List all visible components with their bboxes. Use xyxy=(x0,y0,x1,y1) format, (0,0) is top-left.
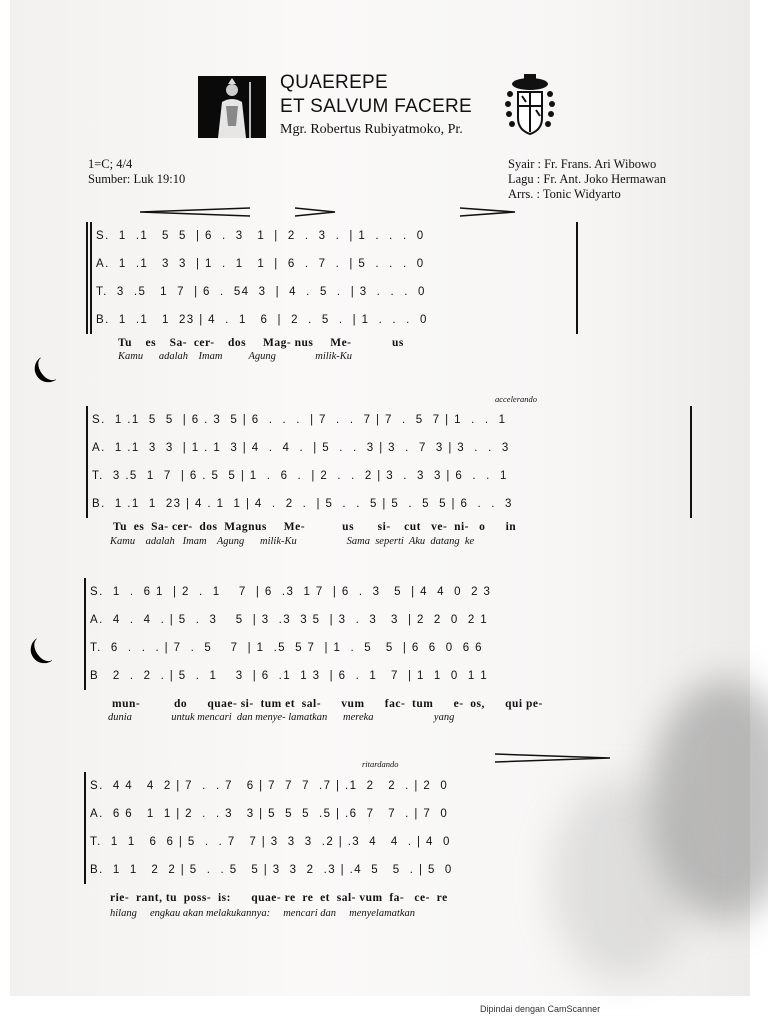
tenor-line: T. 3 .5 1 7 | 6 . 5 5 | 1 . 6 . | 2 . . 2 | 3 . 3 3 | 6 . . 1 xyxy=(92,470,508,482)
system-3 xyxy=(80,578,692,690)
lyrics-latin: Tu es Sa- cer- dos Mag- nus Me- us xyxy=(118,337,404,349)
soprano-line: S. 1 . 6 1 | 2 . 1 7 | 6 .3 1 7 | 6 . 3 5 | 4 4 0 2 3 xyxy=(90,586,492,598)
tenor-line: T. 6 . . . | 7 . 5 7 | 1 .5 5 7 | 1 . 5 5 | 6 6 0 6 6 xyxy=(90,642,483,654)
alto-line: A. 6 6 1 1 | 2 . . 3 3 | 5 5 5 .5 | .6 7 7 . | 7 0 xyxy=(90,808,449,820)
bass-line: B. 1 .1 1 23 | 4 . 1 6 | 2 . 5 . | 1 . . . 0 xyxy=(96,314,428,326)
alto-line: A. 4 . 4 . | 5 . 3 5 | 3 .3 3 5 | 3 . 3 3 | 2 2 0 2 1 xyxy=(90,614,489,626)
dynamics-marks xyxy=(135,204,655,220)
system-barline xyxy=(690,406,692,518)
bass-line: B. 1 1 2 2 | 5 . . 5 5 | 3 3 2 .3 | .4 5 5 . | 5 0 xyxy=(90,864,453,876)
punch-hole-mark: ❨ xyxy=(22,350,63,395)
tempo-marking: accelerando xyxy=(495,394,538,404)
lyrics-latin: rie- rant, tu poss- is: quae- re re et sal- vum fa- ce- re xyxy=(110,892,448,904)
tenor-line: T. 3 .5 1 7 | 6 . 54 3 | 4 . 5 . | 3 . . . 0 xyxy=(96,286,426,298)
bass-line: B 2 . 2 . | 5 . 1 3 | 6 .1 1 3 | 6 . 1 7 | 1 1 0 1 1 xyxy=(90,670,489,682)
system-barline xyxy=(86,222,88,334)
soprano-line: S. 1 .1 5 5 | 6 . 3 1 | 2 . 3 . | 1 . . . 0 xyxy=(96,230,425,242)
source-reference: Sumber: Luk 19:10 xyxy=(88,172,186,186)
system-barline xyxy=(84,578,86,690)
soprano-line: S. 4 4 4 2 | 7 . . 7 6 | 7 7 7 .7 | .1 2 2 . | 2 0 xyxy=(90,780,449,792)
music-sheet xyxy=(10,0,750,996)
episcopal-crest-icon xyxy=(502,70,558,142)
lyrics-latin: Tu es Sa- cer- dos Magnus Me- us si- cut ve- ni- o in xyxy=(113,521,517,533)
tenor-line: T. 1 1 6 6 | 5 . . 7 7 | 3 3 3 .2 | .3 4 4 . | 4 0 xyxy=(90,836,451,848)
system-barline xyxy=(90,222,92,334)
soprano-line: S. 1 .1 5 5 | 6 . 3 5 | 6 . . . | 7 . . 7 | 7 . 5 7 | 1 . . 1 xyxy=(92,414,507,426)
system-2 xyxy=(82,406,694,518)
tempo-marking: ritardando xyxy=(362,759,399,769)
credit-lyrics: Syair : Fr. Frans. Ari Wibowo xyxy=(508,157,657,171)
bishop-photo xyxy=(198,76,266,138)
lyrics-translation: dunia untuk mencari dan menye- lamatkan mereka yang xyxy=(108,712,455,723)
title-line-1: QUAEREРЕ xyxy=(280,72,388,93)
alto-line: A. 1 .1 3 3 | 1 . 1 1 | 6 . 7 . | 5 . . . 0 xyxy=(96,258,425,270)
lyrics-translation: Kamu adalah Imam Agung milik-Ku xyxy=(118,351,353,362)
lyrics-translation: hilang engkau akan melakukannya: mencari dan menyelamatkan xyxy=(110,908,416,919)
system-4 xyxy=(80,772,692,884)
credit-melody: Lagu : Fr. Ant. Joko Hermawan xyxy=(508,172,666,186)
scanner-watermark: Dipindai dengan CamScanner xyxy=(480,1004,601,1014)
system-1 xyxy=(82,222,592,334)
lyrics-latin: mun- do quae- si- tum et sal- vum fac- tum e- os, qui pe- xyxy=(112,698,543,710)
decrescendo-mark xyxy=(490,750,620,766)
composer: Mgr. Robertus Rubiyatmoko, Pr. xyxy=(280,122,463,137)
title-line-2: ET SALVUM FACERE xyxy=(280,96,473,117)
punch-hole-mark: ❨ xyxy=(18,631,59,676)
system-barline xyxy=(84,772,86,884)
credit-arranger: Arrs. : Tonic Widyarto xyxy=(508,187,621,201)
system-barline xyxy=(576,222,578,334)
system-barline xyxy=(86,406,88,518)
lyrics-translation: Kamu adalah Imam Agung milik-Ku Sama seperti Aku datang ke xyxy=(110,536,475,547)
bass-line: B. 1 .1 1 23 | 4 . 1 1 | 4 . 2 . | 5 . . 5 | 5 . 5 5 | 6 . . 3 xyxy=(92,498,513,510)
key-meter: 1=C; 4/4 xyxy=(88,157,133,171)
alto-line: A. 1 .1 3 3 | 1 . 1 3 | 4 . 4 . | 5 . . 3 | 3 . 7 3 | 3 . . 3 xyxy=(92,442,510,454)
